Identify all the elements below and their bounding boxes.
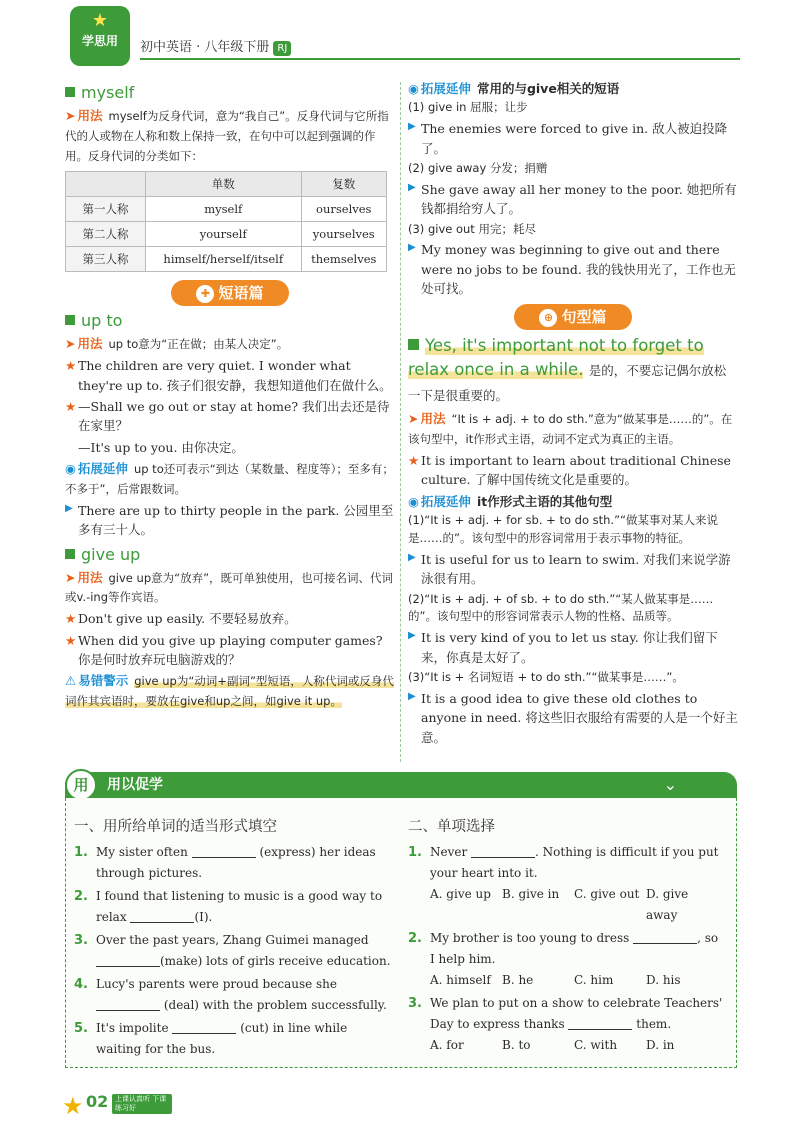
example-sentence: ▶ The enemies were forced to give in. 敌人被迫投降了。	[408, 121, 728, 156]
practice-title: 用以促学	[107, 777, 163, 793]
star-bullet-icon: ★	[65, 632, 77, 648]
table-cell: 第一人称	[66, 197, 146, 222]
answer-blank[interactable]	[192, 844, 256, 858]
choice-option[interactable]: B. to	[502, 1038, 531, 1053]
choice-option[interactable]: A. for	[430, 1038, 464, 1053]
triangle-bullet-icon: ▶	[408, 690, 416, 702]
book-title	[140, 38, 291, 58]
fill-blank-question: 5. It's impolite (cut) in line while waiting for the bus.	[74, 1021, 348, 1057]
table-row	[66, 222, 387, 247]
puzzle-icon: ✚	[196, 285, 214, 303]
pattern-item: (2)“It is + adj. + of sb. + to do sth.”“某人做某事是……的”。该句型中的形容词常表示人物的性格、品质等。	[408, 591, 714, 624]
answer-blank[interactable]	[568, 1016, 632, 1030]
practice-box	[65, 798, 737, 1068]
table-header-cell	[66, 172, 146, 197]
example-sentence: ★ —Shall we go out or stay at home? 我们出去还是待在家里？	[65, 399, 390, 434]
star-icon: ★	[91, 10, 109, 31]
table-cell: yourselves	[301, 222, 386, 247]
page-number: 02	[86, 1092, 109, 1111]
example-sentence: ★ It is important to learn about traditional Chinese culture. 了解中国传统文化是重要的。	[408, 453, 731, 488]
star-bullet-icon: ★	[65, 358, 77, 374]
fill-blank-title: 一、用所给单词的适当形式填空	[74, 819, 277, 835]
answer-blank[interactable]	[96, 953, 160, 967]
choice-option[interactable]: A. give up	[430, 887, 491, 902]
signal-icon: ◉	[65, 461, 76, 477]
phrase-item-title: (3) give out 用完；耗尽	[408, 221, 536, 236]
table-cell: himself/herself/itself	[146, 247, 302, 272]
star-bullet-icon: ★	[65, 611, 77, 627]
practice-icon: 用	[65, 769, 97, 801]
choice-question: 2. My brother is too young to dress , so I help him. A. himself B. he C. him D. his	[408, 928, 726, 991]
square-bullet-icon	[65, 315, 75, 325]
example-sentence: ★ Don't give up easily. 不要轻易放弃。	[65, 609, 395, 628]
phrase-section-badge: ✚ 短语篇	[171, 280, 289, 306]
choice-options	[430, 1035, 726, 1056]
table-header-cell: 复数	[301, 172, 386, 197]
example-sentence: ★ The children are very quiet. I wonder what they're up to. 孩子们很安静，我想知道他们在做什么。	[65, 358, 392, 393]
word-heading-up-to: up to	[65, 310, 395, 332]
star-bullet-icon: ★	[408, 453, 420, 469]
example-sentence: ▶ There are up to thirty people in the park. 公园里至多有三十人。	[65, 502, 394, 538]
myself-usage: ➤ 用法 myself为反身代词，意为“我自己”。反身代词与它所指代的人或物在人称和数上保持一致，在句中可以起到强调的作用。反身代词的分类如下：	[65, 108, 389, 163]
column-divider	[400, 82, 401, 762]
answer-blank[interactable]	[130, 909, 194, 923]
fill-blank-section	[74, 816, 394, 1062]
answer-blank[interactable]	[633, 930, 697, 944]
square-bullet-icon	[408, 339, 419, 350]
word-heading-myself: myself	[65, 82, 395, 104]
fill-blank-question: 4. Lucy's parents were proud because she (deal) with the problem successfully.	[74, 977, 387, 1013]
chevron-down-icon[interactable]: ⌄	[663, 775, 677, 794]
table-cell: yourself	[146, 222, 302, 247]
key-sentence: Yes, it's important not to forget to relax once in a while. 是的，不要忘记偶尔放松一下是很重要的。	[408, 336, 727, 404]
phrase-item-title: (2) give away 分发；捐赠	[408, 160, 548, 175]
multiple-choice-section	[408, 816, 726, 1058]
choice-option[interactable]: C. give out	[574, 887, 640, 902]
example-sentence: ▶ It is useful for us to learn to swim. 对我们来说学游泳很有用。	[408, 551, 731, 587]
example-sentence: ★ When did you give up playing computer games? 你是何时放弃玩电脑游戏的？	[65, 632, 383, 667]
give-up-usage: ➤ 用法 give up意为“放弃”，既可单独使用，也可接名词、代词或v.-ing等作宾语。	[65, 569, 394, 605]
table-row	[66, 247, 387, 272]
give-phrases-extension-title: ◉ 拓展延伸 常用的与give相关的短语	[408, 81, 620, 96]
it-subject-extension-title: ◉ 拓展延伸 it作形式主语的其他句型	[408, 493, 613, 509]
pattern-item: (1)“It is + adj. + for sb. + to do sth.”“做某事对某人来说是……的”。该句型中的形容词常用于表示事物的特征。	[408, 513, 718, 545]
triangle-bullet-icon: ▶	[408, 121, 416, 133]
sentence-usage: ➤ 用法 “It is + adj. + to do sth.”意为“做某事是……的”。在该句型中，it作形式主语，动词不定式为真正的主语。	[408, 411, 733, 447]
triangle-bullet-icon: ▶	[408, 630, 416, 642]
square-bullet-icon	[65, 87, 75, 97]
table-cell: 第三人称	[66, 247, 146, 272]
fill-blank-question: 1. My sister often (express) her ideas through pictures.	[74, 845, 376, 881]
choice-option[interactable]: B. give in	[502, 887, 560, 902]
triangle-bullet-icon: ▶	[408, 242, 416, 254]
practice-header-bar[interactable]	[65, 772, 737, 798]
sentence-section-badge: ⊕ 句型篇	[514, 304, 632, 330]
footer-tag: 上课认真听 下课练习好	[112, 1094, 172, 1114]
signal-icon: ◉	[408, 81, 419, 96]
warning-icon: ⚠	[65, 673, 77, 689]
choice-option[interactable]: D. give away	[646, 887, 689, 923]
paper-plane-icon: ➤	[408, 411, 419, 427]
paper-plane-icon: ➤	[65, 336, 76, 352]
triangle-bullet-icon: ▶	[65, 502, 73, 514]
multiple-choice-title: 二、单项选择	[408, 819, 495, 835]
choice-option[interactable]: D. his	[646, 973, 681, 988]
paper-plane-icon: ➤	[65, 569, 76, 585]
square-bullet-icon	[65, 549, 75, 559]
give-up-warning: ⚠ 易错警示 give up为“动词+副词”型短语，人称代词或反身代词作其宾语时，要放在give和up之间，如give it up。	[65, 673, 394, 709]
choice-option[interactable]: C. him	[574, 973, 614, 988]
star-bullet-icon: ★	[65, 399, 77, 414]
pattern-item: (3)“It is + 名词短语 + to do sth.”“做某事是……”。	[408, 669, 684, 684]
example-sentence: —It's up to you. 由你决定。	[78, 439, 244, 455]
fill-blank-question: 3. Over the past years, Zhang Guimei managed (make) lots of girls receive education.	[74, 933, 391, 969]
brand-logo	[70, 6, 130, 66]
table-cell: ourselves	[301, 197, 386, 222]
choice-options	[430, 884, 726, 926]
triangle-bullet-icon: ▶	[408, 551, 416, 563]
choice-options	[430, 970, 726, 991]
table-cell: themselves	[301, 247, 386, 272]
example-sentence: ▶ My money was beginning to give out and there were no jobs to be found. 我的钱快用光了，工作也无处可找。	[408, 242, 736, 297]
fill-blank-question: 2. I found that listening to music is a good way to relax (I).	[74, 889, 383, 925]
example-sentence: ▶ It is a good idea to give these old clothes to anyone in need. 将这些旧衣服给有需要的人是一个好主意。	[408, 690, 738, 745]
up-to-extension: ◉ 拓展延伸 up to还可表示“到达（某数量、程度等）；至多有；不多于”，后常跟数词。	[65, 461, 394, 496]
right-column	[408, 78, 738, 749]
table-header-row	[66, 172, 387, 197]
table-cell: 第二人称	[66, 222, 146, 247]
answer-blank[interactable]	[172, 1020, 236, 1034]
phrase-item-title: (1) give in 屈服；让步	[408, 100, 528, 115]
choice-option[interactable]: D. in	[646, 1038, 675, 1053]
left-column	[65, 78, 395, 712]
up-to-usage: ➤ 用法 up to意为“正在做；由某人决定”。	[65, 336, 289, 352]
table-header-cell: 单数	[146, 172, 302, 197]
example-sentence: ▶ She gave away all her money to the poor. 她把所有钱都捐给穷人了。	[408, 181, 737, 217]
edition-badge: RJ	[273, 41, 291, 56]
choice-option[interactable]: B. he	[502, 973, 534, 988]
signal-icon: ◉	[408, 493, 419, 509]
choice-question: 1. Never . Nothing is difficult if you put your heart into it. A. give up B. give in C. give out D. give away	[408, 842, 726, 926]
answer-blank[interactable]	[471, 844, 535, 858]
book-title-text: 初中英语 · 八年级下册	[140, 40, 270, 55]
header-rule	[140, 58, 740, 60]
reflexive-pronoun-table	[65, 171, 387, 272]
choice-option[interactable]: C. with	[574, 1038, 618, 1053]
table-row	[66, 197, 387, 222]
choice-question: 3. We plan to put on a show to celebrate Teachers' Day to express thanks them. A. for B. to C. with D. in	[408, 993, 726, 1056]
table-cell: myself	[146, 197, 302, 222]
example-sentence: ▶ It is very kind of you to let us stay. 你让我们留下来，你真是太好了。	[408, 630, 718, 665]
globe-icon: ⊕	[539, 309, 557, 327]
word-heading-give-up: give up	[65, 544, 395, 566]
paper-plane-icon: ➤	[65, 108, 76, 123]
triangle-bullet-icon: ▶	[408, 181, 416, 193]
logo-text: 学思用	[81, 34, 118, 48]
page-header	[0, 0, 800, 70]
answer-blank[interactable]	[96, 997, 160, 1011]
choice-option[interactable]: A. himself	[430, 973, 491, 988]
star-icon: ★	[62, 1092, 84, 1120]
